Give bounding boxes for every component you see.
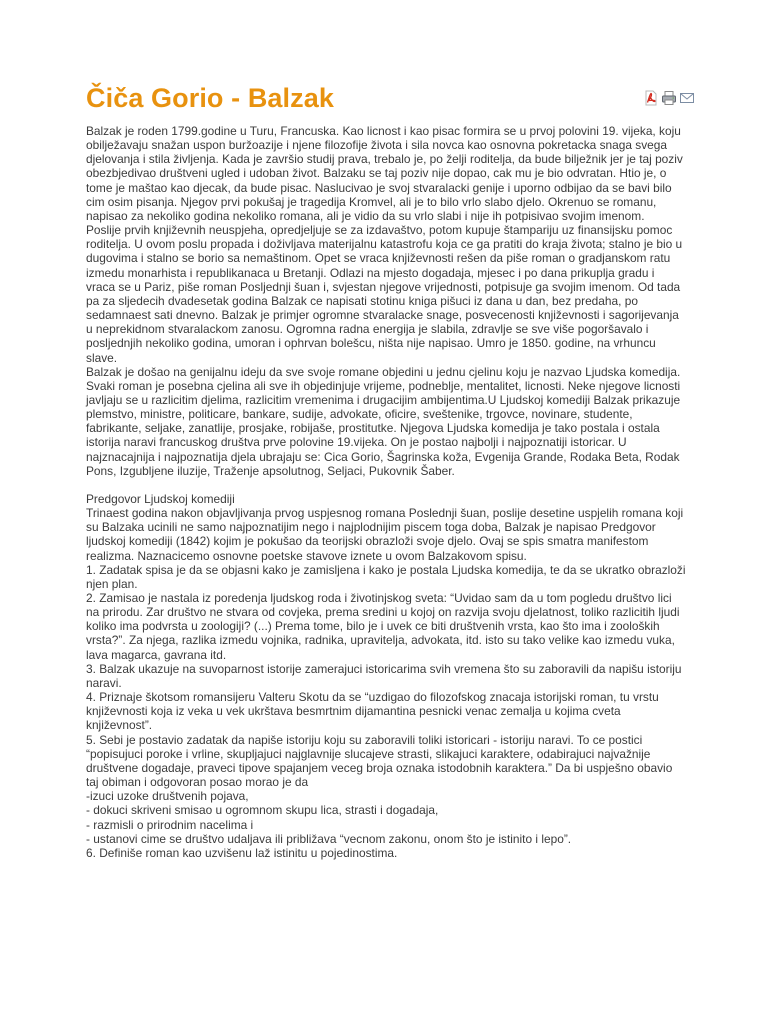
page-title: Čiča Gorio - Balzak <box>86 83 334 113</box>
paragraph-gap <box>86 478 686 492</box>
dash-item: - razmisli o prirodnim nacelima i <box>86 817 254 832</box>
article-body <box>86 124 686 860</box>
printer-icon[interactable] <box>661 90 677 106</box>
article-toolbar <box>643 90 695 106</box>
paragraph: Balzak je roden 1799.godine u Turu, Francuska. Kao licnost i kao pisac formira se u prvoj polovini 19. vijeka, koju obilježavaju snažan uspon buržoazije i njene filozofije života i sila novca kao osnovna pokretacka snaga svega djelovanja i stila življenja. Kada je završio studij prava, trebalo je, po želji roditelja, da bude bilježnik jer je taj poziv obezbjedivao društveni ugled i udoban život. Balzaku se taj poziv nije dopao, cak mu je bio odvratan. Htio je, o tome je maštao kao djecak, da bude pisac. Naslucivao je svoj stvaralacki genije i uporno odbijao da se bavi bilo cim osim pisanja. Njegov prvi pokušaj je tragedija Kromvel, ali je to bilo vrlo slabo djelo. Okrenuo se romanu, napisao za nekoliko godina nekoliko romana, ali je vidio da su vrlo slabi i nije ih potpisivao svojim imenom. <box>86 124 683 223</box>
pdf-icon[interactable] <box>643 90 659 106</box>
dash-item: - ustanovi cime se društvo udaljava ili približava “vecnom zakonu, onom što je istinito i lepo”. <box>86 831 572 846</box>
list-item: 6. Definiše roman kao uzvišenu laž istinitu u pojedinostima. <box>86 845 398 860</box>
title-row <box>86 78 686 122</box>
list-item: 5. Sebi je postavio zadatak da napiše istoriju koju su zaboravili toliki istoricari - istoriju naravi. To ce postici “popisujuci poroke i vrline, skupljajuci najglavnije slucajeve strasti, slikajuci karaktere, odabirajuci najvažnije društvene dogadaje, praveci tipove spajanjem veceg broja oznaka istodobnih karaktera.” Da bi uspješno obavio taj obiman i odgovoran posao morao je da <box>86 732 673 790</box>
dash-item: -izuci uzoke društvenih pojava, <box>86 789 249 804</box>
paragraph: Poslije prvih književnih neuspjeha, opredjeljuje se za izdavaštvo, potom kupuje štampariju uz finansijsku pomoc roditelja. U ovom poslu propada i doživljava materijalnu katastrofu koja ce ga pratiti do kraja života; stalno je bio u dugovima i stalno se borio sa nemaštinom. Opet se vraca književnosti rešen da piše roman o gradjanskom ratu izmedu monarhista i republikanaca u Bretanji. Odlazi na mjesto dogadaja, mjesec i po dana prikuplja gradu i vraca se u Pariz, piše roman Posljednji šuan i, svjestan njegove vrijednosti, potpisuje ga svojim imenom. Od tada pa za sljedecih dvadesetak godina Balzak ce napisati stotinu kniga pišuci iz dana u dan, bez predaha, po sedamnaest sati dnevno. Balzak je primjer ogromne stvaralacke snage, posvecenosti književnosti i sagorijevanja u neprekidnom stvaralackom zanosu. Ogromna radna energija je slabila, zdravlje se sve više pogoršavalo i posljednjih nekoliko godina, umoran i ophrvan bolešcu, ništa nije napisao. Umro je 1850. godine, na vrhuncu slave. <box>86 223 683 365</box>
section-heading: Predgovor Ljudskoj komediji <box>86 491 235 506</box>
paragraph: Trinaest godina nakon objavljivanja prvog uspjesnog romana Poslednji šuan, poslije desetine uspjelih romana koji su Balzaka ucinili ne samo najpoznatijim nego i najplodnijim piscem toga doba, Balzak je napisao Predgovor ljudskoj komediji (1842) kojim je pokušao da teorijski obrazloži svoje djelo. Ovaj se spis smatra manifestom realizma. Naznacicemo osnovne poetske stavove iznete u ovom Balzakovom spisu. <box>86 506 684 563</box>
list-item: 3. Balzak ukazuje na suvoparnost istorije zamerajuci istoricarima svih vremena što su zaboravili da napišu istoriju naravi. <box>86 661 682 690</box>
paragraph: Balzak je došao na genijalnu ideju da sve svoje romane objedini u jednu cjelinu koju je nazvao Ljudska komedija. Svaki roman je posebna cjelina ali sve ih objedinjuje vrijeme, podneblje, mentalitet, licnosti. Neke njegove licnosti javljaju se u razlicitim djelima, razlicitim vremenima i drugacijim ambijentima.U Ljudskoj komediji Balzak prikazuje plemstvo, ministre, politicare, bankare, sudije, advokate, oficire, sveštenike, trgovce, novinare, studente, fabrikante, seljake, zanatlije, prosjake, robijaše, prostitutke. Njegova Ljudska komedija je tako postala i ostala istorija naravi francuskog društva prve polovine 19.vijeka. On je postao najbolji i najpoznatiji istoricar. U najznacajnija i najpoznatija djela ubrajaju se: Cica Gorio, Šagrinska koža, Evgenija Grande, Rodaka Beta, Rodak Pons, Izgubljene iluzije, Traženje apsolutnog, Seljaci, Pukovnik Šaber. <box>86 364 681 478</box>
email-icon[interactable] <box>679 90 695 106</box>
list-item: 1. Zadatak spisa je da se objasni kako je zamisljena i kako je postala Ljudska komedija, te da se ukratko obrazloži njen plan. <box>86 562 686 591</box>
dash-item: - dokuci skriveni smisao u ogromnom skupu lica, strasti i dogadaja, <box>86 803 439 818</box>
article <box>86 78 686 860</box>
list-item: 2. Zamisao je nastala iz poredenja ljudskog roda i životinjskog sveta: “Uvidao sam da u tom pogledu društvo lici na prirodu. Zar društvo ne stvara od covjeka, prema sredini u kojoj on razvija svoju djelatnost, toliko razlicitih ljudi koliko ima podvrsta u zoologiji? (...) Prema tome, bilo je i uvek ce biti društvenih vrsta, kao što ima i zooloških vrsta?”. Za njega, razlika izmedu vojnika, radnika, upravitelja, advokata, itd. isto su tako velike kao izmedu vuka, lava magarca, gavrana itd. <box>86 591 680 662</box>
list-item: 4. Priznaje škotsom romansijeru Valteru Skotu da se “uzdigao do filozofskog znacaja istorijski roman, tu vrstu književnosti koja iz veka u vek ukrštava besmrtnim dijamantina pesnicki venac zemalja u kojima cveta književnost”. <box>86 690 659 733</box>
